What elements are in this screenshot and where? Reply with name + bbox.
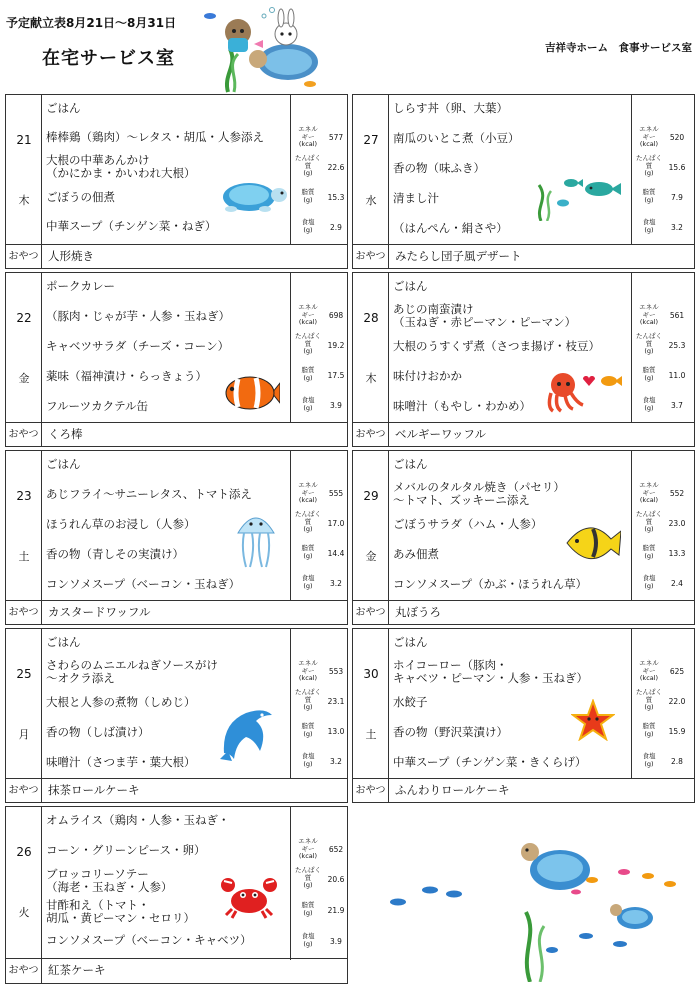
weekday: 木 [18,194,30,207]
menu-item: 中華スープ（チンゲン菜・ねぎ） [46,219,217,233]
day-block-21 [5,94,348,269]
facility-name: 吉祥寺ホーム 食事サービス室 [545,42,692,54]
menu-item: ごぼうの佃煮 [46,190,115,204]
day-block-26: 26 火 オムライス（鶏肉・人参・玉ねぎ・ コーン・グリーンピース・卵） ブロッコリーソテー （海老・玉ねぎ・人参） 甘酢和え（トマト・ 胡瓜・黄ピーマン・セロリ） コンソメスープ（ベーコン・キャベツ） エネル ギー (kcal) 652 たんぱく 質 (g) 20.6 脂質 (g) 21.9 食塩 (g) 3.9 おやつ 紅茶ケーキ [5,806,348,984]
yellow-fish-illustration [563,521,621,565]
menu-item: 大根の中華あんかけ （かにかま・かいわれ大根） [46,153,196,180]
day-block-25: 25 月 ごはん さわらのムニエルねぎソースがけ 〜オクラ添え 大根と人参の煮物（しめじ） 香の物（しば漬け） 味噌汁（さつま芋・葉大根） エネル ギー (kcal) 553 たんぱく 質 (g) 23.1 脂質 (g) 13.0 食塩 (g) 3.2 おやつ 抹茶ロールケーキ [5,628,348,803]
page-title: 在宅サービス室 [42,48,175,69]
menu-item: ごはん [46,101,81,115]
protein-label: たんぱく 質 (g) [295,154,321,177]
fat-label: 脂質 (g) [301,188,315,204]
starfish-illustration [571,699,615,741]
seaweed-fish-illustration [531,173,623,221]
date-cell [6,95,42,245]
bear-rabbit-turtle-illustration [198,4,326,94]
day-block-30: 30 土 ごはん ホイコーロー（豚肉・ キャベツ・ピーマン・人参・玉ねぎ） 水餃子 香の物（野沢菜漬け） 中華スープ（チンゲン菜・きくらげ） エネル ギー (kcal) 625 たんぱく 質 (g) 22.0 脂質 (g) 15.9 食塩 (g) 2.8 おやつ ふんわりロールケーキ [352,628,695,803]
day-block-27: 27 水 しらす丼（卵、大葉） 南瓜のいとこ煮（小豆） 香の物（味ふき） 清まし汁 （はんぺん・絹さや） エネル ギー (kcal) 520 たんぱく 質 (g) 15.6 脂質 (g) 7.9 食塩 (g) 3.2 おやつ みたらし団子風デザート [352,94,695,269]
clownfish-illustration [224,373,280,413]
energy-label: エネル ギー (kcal) [298,125,318,148]
salt-label: 食塩 (g) [301,218,315,234]
sea-scene-illustration [380,832,690,982]
jellyfish-illustration [234,509,278,571]
date: 21 [16,133,32,147]
salt-value: 2.9 [330,223,342,232]
crab-illustration [218,873,280,919]
protein-value: 22.6 [327,163,345,172]
menu-item: 棒棒鶏（鶏肉）〜レタス・胡瓜・人参添え [46,130,265,144]
fat-value: 15.3 [327,193,345,202]
turtle-illustration [211,175,289,215]
day-block-23: 23 土 ごはん あじフライ〜サニーレタス、トマト添え ほうれん草のお浸し（人参） 香の物（青しその実漬け） コンソメスープ（ベーコン・玉ねぎ） エネル ギー (kcal) 555 たんぱく 質 (g) 17.0 脂質 (g) 14.4 食塩 (g) 3.2 おやつ カスタードワッフル [5,450,348,625]
octopus-illustration [543,369,623,415]
day-block-22: 22 金 ポークカレー （豚肉・じゃが芋・人参・玉ねぎ） キャベツサラダ（チーズ・コーン） 薬味（福神漬け・らっきょう） フルーツカクテル缶 エネル ギー (kcal) 698 たんぱく 質 (g) 19.2 脂質 (g) 17.5 食塩 (g) 3.9 おやつ くろ棒 [5,272,348,447]
header-subtitle: 予定献立表8月21日〜8月31日 [6,16,177,30]
energy-value: 577 [328,133,344,142]
dolphin-illustration [216,703,278,763]
snack-row: おやつ 人形焼き [6,244,347,268]
day-block-28: 28 木 ごはん あじの南蛮漬け （玉ねぎ・赤ピーマン・ピーマン） 大根のうすくず煮（さつま揚げ・枝豆） 味付けおかか 味噌汁（もやし・わかめ） エネル ギー (kcal) 561 たんぱく 質 (g) 25.3 脂質 (g) 11.0 食塩 (g) 3.7 おやつ ベルギーワッフル [352,272,695,447]
day-block-29: 29 金 ごはん メバルのタルタル焼き（パセリ） 〜トマト、ズッキーニ添え ごぼうサラダ（ハム・人参） あみ佃煮 コンソメスープ（かぶ・ほうれん草） エネル ギー (kcal) 552 たんぱく 質 (g) 23.0 脂質 (g) 13.3 食塩 (g) 2.4 おやつ 丸ぼうろ [352,450,695,625]
